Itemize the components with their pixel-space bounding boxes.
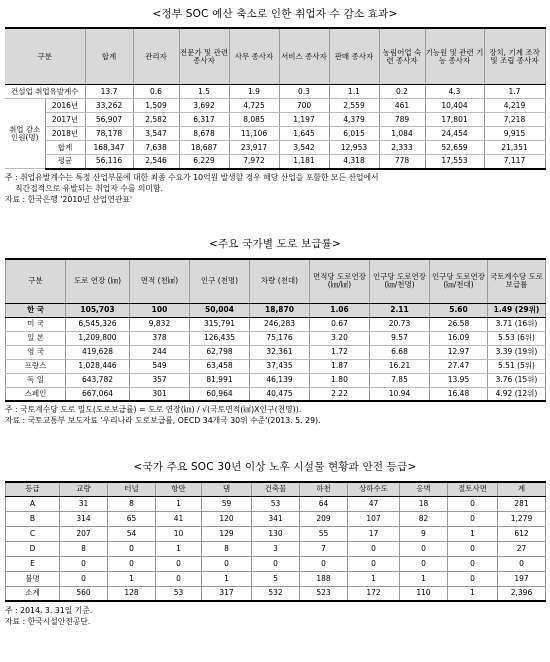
- table-cell: 9.57: [370, 331, 430, 345]
- header-cell: 옹벽: [400, 482, 448, 496]
- table-cell: 281: [498, 496, 546, 511]
- table-cell: 188: [300, 571, 348, 586]
- table-cell: 8: [202, 541, 252, 556]
- table-cell: 107: [348, 511, 400, 526]
- table-cell: 0: [348, 541, 400, 556]
- table-cell: 357: [130, 373, 190, 387]
- table-cell: 18,870: [250, 303, 310, 317]
- header-cell: 절토사면: [448, 482, 498, 496]
- table-header-row: [6, 482, 546, 496]
- table-cell: 3,542: [279, 141, 329, 155]
- header-cell: 인구 (천명): [190, 259, 250, 303]
- table-cell: 56,907: [85, 113, 133, 127]
- table-row: [5, 113, 545, 127]
- table-cell: 1: [156, 541, 202, 556]
- table-cell: 110: [400, 586, 448, 601]
- table-cell: 1,028,446: [66, 359, 130, 373]
- table-cell: 12.97: [430, 345, 488, 359]
- table-cell: 197: [498, 571, 546, 586]
- table-cell: 7,638: [133, 141, 179, 155]
- table-row: [6, 526, 546, 541]
- table-cell: 0: [400, 556, 448, 571]
- row-label: 2016년: [45, 99, 85, 113]
- table-cell: 17,553: [425, 155, 484, 169]
- table-cell: 17,801: [425, 113, 484, 127]
- table-cell: 244: [130, 345, 190, 359]
- table-row: [5, 85, 545, 99]
- table-cell: 33,262: [85, 99, 133, 113]
- table-cell: 13.7: [85, 85, 133, 99]
- table-row: [6, 556, 546, 571]
- header-cell: 서비스 종사자: [279, 28, 329, 85]
- table-cell: 341: [252, 511, 300, 526]
- table-cell: 3: [252, 541, 300, 556]
- table-cell: 1.80: [310, 373, 370, 387]
- header-cell: 국토계수당 도로보급률: [488, 259, 546, 303]
- table-cell: 1.1: [329, 85, 379, 99]
- table-cell: 1,084: [379, 127, 425, 141]
- table-cell: 168,347: [85, 141, 133, 155]
- table-cell: 8,678: [179, 127, 229, 141]
- table-cell: 105,703: [66, 303, 130, 317]
- table-cell: 7.85: [370, 373, 430, 387]
- table-cell: 17: [348, 526, 400, 541]
- table-cell: 0: [400, 541, 448, 556]
- table-cell: 59: [202, 496, 252, 511]
- table-cell: 0: [498, 556, 546, 571]
- source-note: 자료 : 국토교통부 보도자료 '우리나라 도로보급률, OECD 34개국 30위 수준'(2013. 5. 29).: [5, 416, 321, 425]
- table-cell: 2,559: [329, 99, 379, 113]
- header-cell: 구분: [6, 259, 66, 303]
- header-cell: 농림어업 숙련 종사자: [379, 28, 425, 85]
- table-cell: 0: [448, 511, 498, 526]
- table-cell: 16.48: [430, 387, 488, 401]
- table-cell: 129: [202, 526, 252, 541]
- source-note: 자료 : 한국은행 '2010년 산업연관표': [5, 194, 133, 204]
- table-cell: 0: [108, 556, 156, 571]
- table-cell: 612: [498, 526, 546, 541]
- table-cell: 0.3: [279, 85, 329, 99]
- table-cell: 0: [448, 556, 498, 571]
- row-label: A: [6, 496, 60, 511]
- table-cell: 2,396: [498, 586, 546, 601]
- row-label: B: [6, 511, 60, 526]
- header-cell: 기능원 및 관련 기능 종사자: [425, 28, 484, 85]
- table-row: [6, 331, 546, 345]
- header-cell: 판매 종사자: [329, 28, 379, 85]
- table-cell: 1,181: [279, 155, 329, 169]
- table-cell: 0: [348, 556, 400, 571]
- table-cell: 10,404: [425, 99, 484, 113]
- table-cell: 10.94: [370, 387, 430, 401]
- header-cell: 하천: [300, 482, 348, 496]
- table-cell: 6,015: [329, 127, 379, 141]
- header-cell: 관리자: [133, 28, 179, 85]
- table-cell: 7,218: [484, 113, 545, 127]
- employment-table: [5, 27, 545, 170]
- table-cell: 60,964: [190, 387, 250, 401]
- row-label: 불명: [6, 571, 60, 586]
- header-cell: 사무 종사자: [229, 28, 279, 85]
- table-cell: 37,435: [250, 359, 310, 373]
- table-cell: 81,991: [190, 373, 250, 387]
- table-cell: 64: [300, 496, 348, 511]
- table-cell: 0: [202, 556, 252, 571]
- table-cell: 9: [400, 526, 448, 541]
- table-cell: 1,197: [279, 113, 329, 127]
- table-cell: 1: [156, 496, 202, 511]
- table-cell: 4,725: [229, 99, 279, 113]
- table-cell: 32,361: [250, 345, 310, 359]
- table-cell: 20.73: [370, 317, 430, 331]
- table-cell: 8,085: [229, 113, 279, 127]
- table-cell: 47: [348, 496, 400, 511]
- table-row-highlight: [6, 303, 546, 317]
- table-cell: 0: [156, 571, 202, 586]
- table-cell: 1.72: [310, 345, 370, 359]
- row-label: 2017년: [45, 113, 85, 127]
- employment-effect-section: [5, 6, 545, 205]
- table-cell: 120: [202, 511, 252, 526]
- table-cell: 46,139: [250, 373, 310, 387]
- header-cell: 도로 연장 (㎞): [66, 259, 130, 303]
- table-cell: 0: [448, 496, 498, 511]
- table-cell: 1.87: [310, 359, 370, 373]
- table-cell: 317: [202, 586, 252, 601]
- table-row: [5, 141, 545, 155]
- row-label: D: [6, 541, 60, 556]
- table-cell: 2.11: [370, 303, 430, 317]
- table-cell: 549: [130, 359, 190, 373]
- table-cell: 5.51 (5위): [488, 359, 546, 373]
- table-cell: 1: [400, 571, 448, 586]
- road-supply-section: [5, 236, 545, 426]
- table-cell: 16.09: [430, 331, 488, 345]
- table-cell: 789: [379, 113, 425, 127]
- table-row: [6, 387, 546, 401]
- table-cell: 7,117: [484, 155, 545, 169]
- table-cell: 560: [60, 586, 108, 601]
- header-cell: 교량: [60, 482, 108, 496]
- table-cell: 3,692: [179, 99, 229, 113]
- table-cell: 27: [498, 541, 546, 556]
- table-cell: 2,582: [133, 113, 179, 127]
- table-cell: 3.76 (15위): [488, 373, 546, 387]
- table-row: [5, 127, 545, 141]
- source-note: 자료 : 한국시설안전공단.: [5, 617, 91, 626]
- header-cell: 건축물: [252, 482, 300, 496]
- table-cell: 1: [448, 526, 498, 541]
- table-cell: 6,229: [179, 155, 229, 169]
- table-cell: 1,279: [498, 511, 546, 526]
- road-table-title: <주요 국가별 도로 보급률>: [208, 238, 342, 250]
- row-label: 미 국: [6, 317, 66, 331]
- table-cell: 643,782: [66, 373, 130, 387]
- table-cell: 4.3: [425, 85, 484, 99]
- table-cell: 62,798: [190, 345, 250, 359]
- table-cell: 78,178: [85, 127, 133, 141]
- table-cell: 10: [156, 526, 202, 541]
- row-label: 독 일: [6, 373, 66, 387]
- facilities-table-title: <국가 주요 SOC 30년 이상 노후 시설물 현황과 안전 등급>: [133, 461, 417, 473]
- table-cell: 0.2: [379, 85, 425, 99]
- header-cell: 구분: [5, 28, 85, 85]
- table-cell: 7,972: [229, 155, 279, 169]
- table-cell: 1.7: [484, 85, 545, 99]
- table-cell: 9,915: [484, 127, 545, 141]
- table-cell: 1.06: [310, 303, 370, 317]
- table-cell: 207: [60, 526, 108, 541]
- table-cell: 315,791: [190, 317, 250, 331]
- table-cell: 24,454: [425, 127, 484, 141]
- table-cell: 27.47: [430, 359, 488, 373]
- table-cell: 3.20: [310, 331, 370, 345]
- header-cell: 상하수도: [348, 482, 400, 496]
- table-cell: 301: [130, 387, 190, 401]
- row-label: C: [6, 526, 60, 541]
- table-cell: 63,458: [190, 359, 250, 373]
- row-label: 소계: [6, 586, 60, 601]
- row-label: 스페인: [6, 387, 66, 401]
- table-cell: 12,953: [329, 141, 379, 155]
- table-cell: 1: [202, 571, 252, 586]
- table-cell: 56,116: [85, 155, 133, 169]
- table-cell: 1,645: [279, 127, 329, 141]
- aging-facilities-section: [5, 459, 545, 627]
- table-row: [5, 155, 545, 169]
- row-label: 일 본: [6, 331, 66, 345]
- table-cell: 209: [300, 511, 348, 526]
- table-cell: 1: [448, 586, 498, 601]
- header-cell: 등급: [6, 482, 60, 496]
- row-label: 합계: [45, 141, 85, 155]
- table-cell: 100: [130, 303, 190, 317]
- table-cell: 5: [252, 571, 300, 586]
- header-cell: 인구당 도로연장 (㎞/천명): [370, 259, 430, 303]
- table-cell: 700: [279, 99, 329, 113]
- header-cell: 항만: [156, 482, 202, 496]
- table-cell: 2,546: [133, 155, 179, 169]
- table-cell: 1.9: [229, 85, 279, 99]
- table-cell: 172: [348, 586, 400, 601]
- table-cell: 16.21: [370, 359, 430, 373]
- table-cell: 52,659: [425, 141, 484, 155]
- table-cell: 0: [60, 571, 108, 586]
- table-cell: 7: [300, 541, 348, 556]
- table-cell: 54: [108, 526, 156, 541]
- group-label: 취업 감소 인원(명): [5, 99, 45, 169]
- row-label: 프랑스: [6, 359, 66, 373]
- table-cell: 523: [300, 586, 348, 601]
- header-cell: 면적당 도로연장 (㎞/㎢): [310, 259, 370, 303]
- table-cell: 126,435: [190, 331, 250, 345]
- header-cell: 인구당 도로연장 (㎞/천대): [430, 259, 488, 303]
- table-cell: 0: [448, 541, 498, 556]
- table-cell: 53: [156, 586, 202, 601]
- table-cell: 41: [156, 511, 202, 526]
- row-label: E: [6, 556, 60, 571]
- table-cell: 40,475: [250, 387, 310, 401]
- table-cell: 667,064: [66, 387, 130, 401]
- road-table: [5, 258, 546, 402]
- table-cell: 4,219: [484, 99, 545, 113]
- table-cell: 0.6: [133, 85, 179, 99]
- table-row: [6, 586, 546, 601]
- table-cell: 246,283: [250, 317, 310, 331]
- table-cell: 0.67: [310, 317, 370, 331]
- table-cell: 0: [252, 556, 300, 571]
- header-cell: 전문가 및 관련 종사자: [179, 28, 229, 85]
- table-cell: 1,509: [133, 99, 179, 113]
- table-cell: 2,333: [379, 141, 425, 155]
- table-cell: 130: [252, 526, 300, 541]
- table-cell: 4.92 (12위): [488, 387, 546, 401]
- table-cell: 53: [252, 496, 300, 511]
- table-cell: 6,545,326: [66, 317, 130, 331]
- table-cell: 6.68: [370, 345, 430, 359]
- header-cell: 장치, 기계 조작 및 조립 종사자: [484, 28, 545, 85]
- table-cell: 3,547: [133, 127, 179, 141]
- row-label: 평균: [45, 155, 85, 169]
- row-label: 영 국: [6, 345, 66, 359]
- table-cell: 26.58: [430, 317, 488, 331]
- table-cell: 128: [108, 586, 156, 601]
- footnote: 주 : 2014. 3. 31일 기준.: [5, 606, 93, 615]
- row-label: 한 국: [6, 303, 66, 317]
- table-cell: 2.22: [310, 387, 370, 401]
- footnote: 직간접적으로 유발되는 취업자 수를 의미함.: [15, 183, 163, 193]
- table-cell: 31: [60, 496, 108, 511]
- table-cell: 419,628: [66, 345, 130, 359]
- employment-table-title: <정부 SOC 예산 축소로 인한 취업자 수 감소 효과>: [152, 8, 398, 20]
- table-row: [6, 511, 546, 526]
- table-cell: 3.71 (16위): [488, 317, 546, 331]
- table-row: [6, 317, 546, 331]
- table-cell: 3.39 (19위): [488, 345, 546, 359]
- table-cell: 1: [108, 571, 156, 586]
- table-header-row: [5, 28, 545, 85]
- footnote: 주 : 국토계수당 도로 밀도(도로보급률) = 도로 연장(㎞) / √(국토면적(㎢)X인구(천명)).: [5, 405, 302, 414]
- table-cell: 378: [130, 331, 190, 345]
- table-row: [5, 99, 545, 113]
- table-cell: 13.95: [430, 373, 488, 387]
- table-row: [6, 571, 546, 586]
- table-cell: 8: [60, 541, 108, 556]
- table-cell: 23,917: [229, 141, 279, 155]
- table-cell: 55: [300, 526, 348, 541]
- table-cell: 4,318: [329, 155, 379, 169]
- table-cell: 9,832: [130, 317, 190, 331]
- table-cell: 778: [379, 155, 425, 169]
- table-cell: 50,004: [190, 303, 250, 317]
- header-cell: 계: [498, 482, 546, 496]
- row-label: 2018년: [45, 127, 85, 141]
- table-cell: 0: [448, 571, 498, 586]
- table-cell: 75,176: [250, 331, 310, 345]
- facilities-table: [5, 481, 546, 602]
- table-cell: 11,106: [229, 127, 279, 141]
- table-cell: 65: [108, 511, 156, 526]
- table-cell: 1.49 (29위): [488, 303, 546, 317]
- header-cell: 댐: [202, 482, 252, 496]
- table-cell: 6,317: [179, 113, 229, 127]
- table-cell: 0: [60, 556, 108, 571]
- table-cell: 5.53 (6위): [488, 331, 546, 345]
- table-cell: 0: [300, 556, 348, 571]
- table-cell: 18,687: [179, 141, 229, 155]
- table-cell: 1.5: [179, 85, 229, 99]
- table-row: [6, 359, 546, 373]
- table-row: [6, 541, 546, 556]
- table-cell: 1,209,800: [66, 331, 130, 345]
- table-cell: 314: [60, 511, 108, 526]
- table-cell: 461: [379, 99, 425, 113]
- header-cell: 면적 (천㎢): [130, 259, 190, 303]
- table-cell: 18: [400, 496, 448, 511]
- table-cell: 1: [348, 571, 400, 586]
- table-cell: 0: [156, 556, 202, 571]
- table-row: [6, 373, 546, 387]
- row-label: 건설업 취업유발계수: [5, 85, 85, 99]
- table-cell: 21,351: [484, 141, 545, 155]
- table-cell: 532: [252, 586, 300, 601]
- table-row: [6, 496, 546, 511]
- table-cell: 4,379: [329, 113, 379, 127]
- footnote: 주 : 취업유발계수는 특정 산업부문에 대한 최종 수요가 10억원 발생할 경우 해당 산업을 포함한 모든 산업에서: [5, 172, 379, 182]
- header-cell: 합계: [85, 28, 133, 85]
- header-cell: 차량 (천대): [250, 259, 310, 303]
- table-row: [6, 345, 546, 359]
- header-cell: 터널: [108, 482, 156, 496]
- table-cell: 82: [400, 511, 448, 526]
- table-cell: 8: [108, 496, 156, 511]
- table-header-row: [6, 259, 546, 303]
- table-cell: 5.60: [430, 303, 488, 317]
- table-cell: 0: [108, 541, 156, 556]
